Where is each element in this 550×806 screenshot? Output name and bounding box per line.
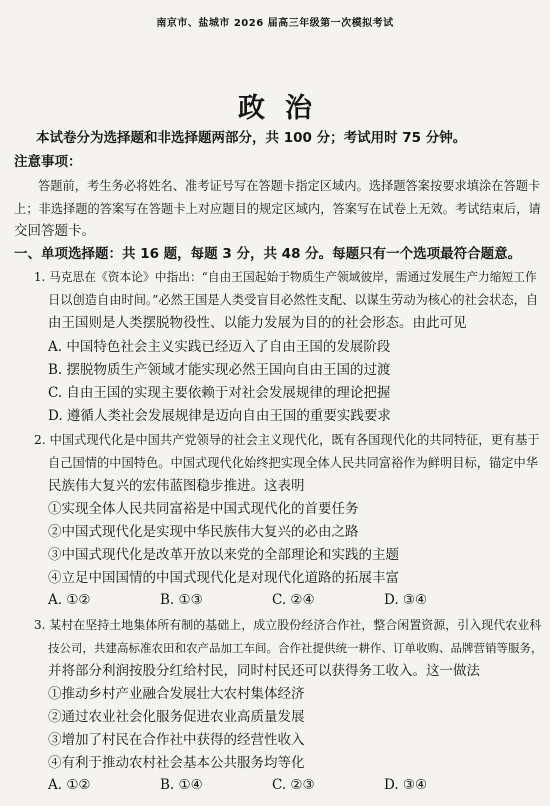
statement-item: ④有利于推动农村社会基本公共服务均等化	[48, 755, 305, 771]
answer-choice: C. ②④	[272, 592, 315, 608]
statement-item: ③中国式现代化是改革开放以来党的全部理论和实践的主题	[48, 547, 399, 563]
statement-item: ①推动乡村产业融合发展壮大农村集体经济	[48, 686, 305, 702]
answer-choice: D. ③④	[384, 592, 428, 608]
exam-title: 南京市、盐城市 2026 届高三年级第一次模拟考试	[156, 18, 394, 29]
answer-option: A. 中国特色社会主义实践已经迈入了自由王国的发展阶段	[48, 339, 391, 355]
question-stem-line: 2. 中国式现代化是中国共产党领导的社会主义现代化，既有各国现代化的共同特征，更有基于	[34, 433, 540, 447]
notice-line: 答题前，考生务必将姓名、准考证号写在答题卡指定区域内。选择题答案按要求填涂在答题卡	[38, 179, 541, 193]
answer-choice: A. ①②	[48, 592, 91, 608]
notice-heading: 注意事项：	[14, 154, 82, 170]
notice-line: 交回答题卡。	[14, 223, 95, 239]
statement-item: ①实现全体人民共同富裕是中国式现代化的首要任务	[48, 501, 359, 517]
answer-choice: B. ①④	[160, 777, 203, 793]
answer-option: D. 遵循人类社会发展规律是迈向自由王国的重要实践要求	[48, 408, 391, 424]
exam-intro: 本试卷分为选择题和非选择题两部分，共 100 分；考试用时 75 分钟。	[36, 130, 467, 146]
answer-choice: A. ①②	[48, 777, 91, 793]
question-stem-line: 1. 马克思在《资本论》中指出：“自由王国起始于物质生产领域彼岸，需通过发展生产力缩短工作	[34, 270, 537, 284]
answer-choice: D. ③④	[384, 777, 428, 793]
question-stem-line: 由王国则是人类摆脱物役性、以能力发展为目的的社会形态。由此可见	[48, 315, 467, 331]
question-stem-line: 并将部分利润按股分红给村民，同时村民还可以获得务工收入。这一做法	[48, 663, 480, 679]
statement-item: ②中国式现代化是实现中华民族伟大复兴的必由之路	[48, 524, 359, 540]
answer-choice: C. ②③	[272, 777, 315, 793]
statement-item: ③增加了村民在合作社中获得的经营性收入	[48, 732, 305, 748]
question-stem-line: 3. 某村在坚持土地集体所有制的基础上，成立股份经济合作社，整合闲置资源，引入现代农业科	[34, 618, 542, 632]
answer-option: C. 自由王国的实现主要依赖于对社会发展规律的理论把握	[48, 385, 391, 401]
question-stem-line: 日以创造自由时间。”必然王国是人类受盲目必然性支配、以谋生劳动为核心的社会状态，自	[48, 293, 539, 307]
statement-item: ②通过农业社会化服务促进农业高质量发展	[48, 709, 305, 725]
question-stem-line: 民族伟大复兴的宏伟蓝图稳步推进。这表明	[48, 478, 305, 494]
answer-choice: B. ①③	[160, 592, 203, 608]
notice-line: 上；非选择题的答案写在答题卡上对应题目的规定区域内，答案写在试卷上无效。考试结束后，请	[14, 202, 541, 216]
subject-title: 政治	[238, 93, 332, 124]
section-heading: 一、单项选择题：共 16 题，每题 3 分，共 48 分。每题只有一个选项最符合题意。	[14, 246, 522, 262]
answer-option: B. 摆脱物质生产领域才能实现必然王国向自由王国的过渡	[48, 362, 391, 378]
question-stem-line: 自己国情的中国特色。中国式现代化始终把实现全体人民共同富裕作为鲜明目标，锚定中华	[48, 456, 538, 470]
question-stem-line: 技公司，共建高标准农田和农产品加工车间。合作社提供统一耕作、订单收购、品牌营销等服务，	[48, 641, 543, 655]
statement-item: ④立足中国国情的中国式现代化是对现代化道路的拓展丰富	[48, 570, 399, 586]
